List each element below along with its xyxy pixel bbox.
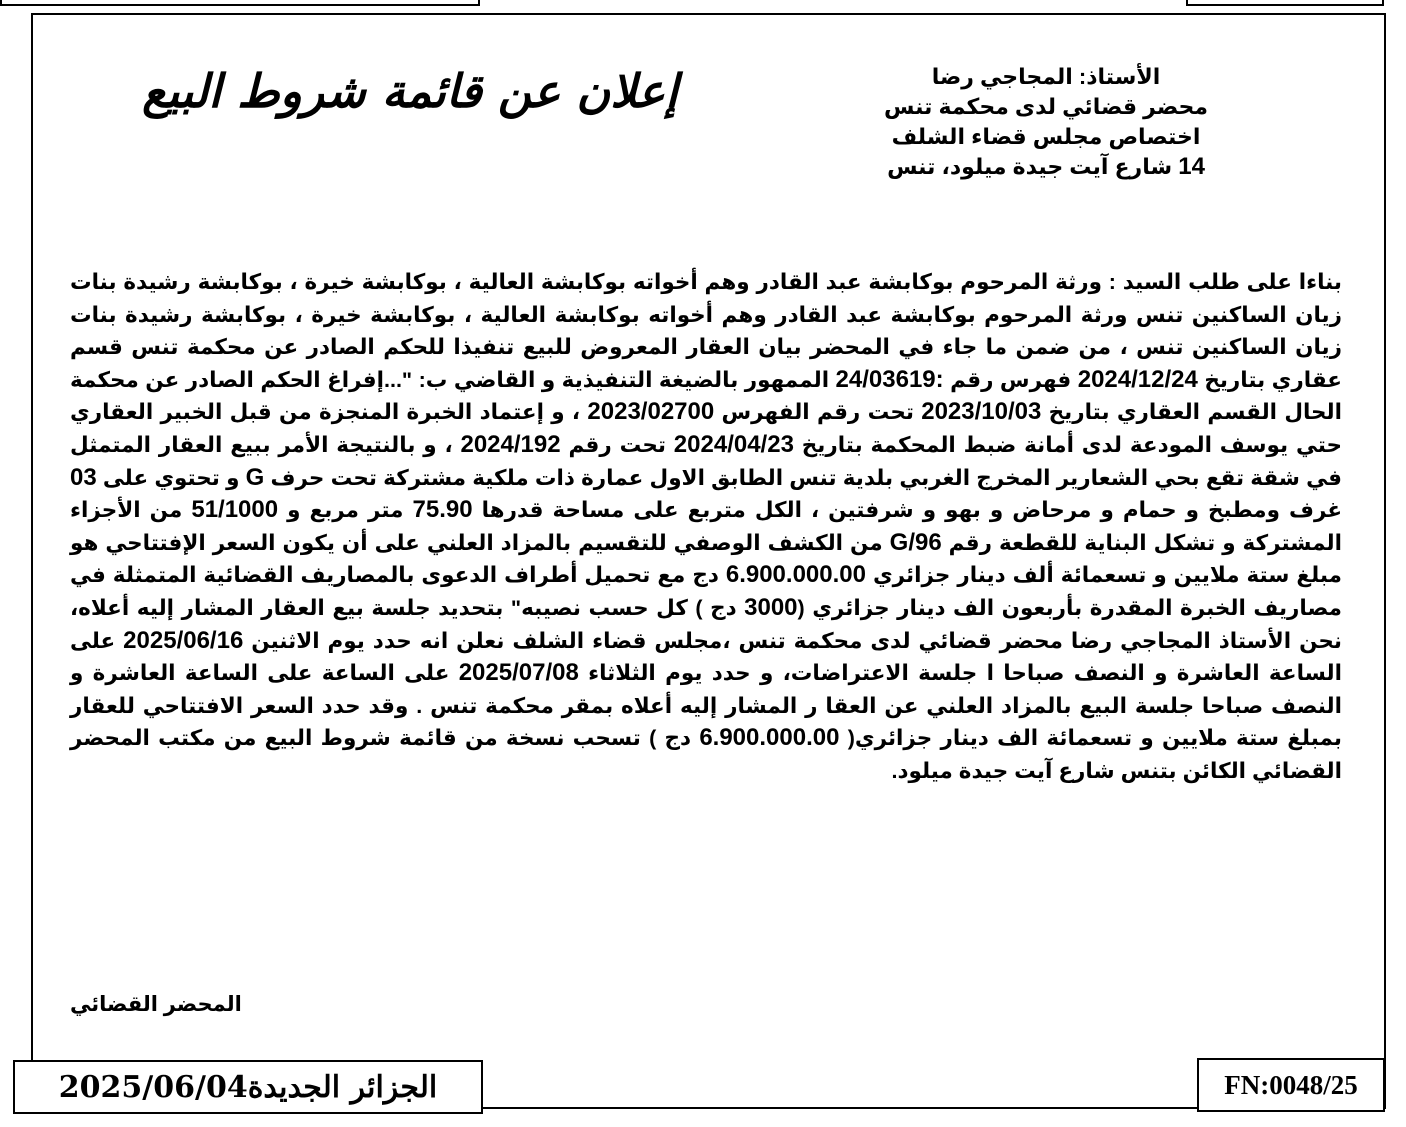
- sale-session-date: 2025/07/08: [458, 659, 579, 687]
- body-text-segment: ، و إعتماد الخبرة المنجزة من قبل الخبير العقاري حتي يوسف المودعة لدى أمانة ضبط المحكمة بتاريخ: [70, 400, 1342, 457]
- publication-box: [13, 1060, 483, 1114]
- signature-line: المحضر القضائي: [70, 993, 242, 1016]
- bailiff-header: [860, 62, 1232, 182]
- body-text-segment: دج ) كل حسب نصيبه" بتحديد جلسة بيع العقار المشار إليه أعلاه، نحن الأستاذ المجاجي رضا محضر قضائي لدى محكمة تنس ،مجلس قضاء الشلف نعلن انه حدد يوم الاثنين: [70, 595, 1342, 653]
- body-text-segment: على الساعة العاشرة و النصف صباحا ا جلسة الاعتراضات، و حدد يوم الثلاثاء: [70, 628, 1343, 686]
- body-text-segment: من الأجزاء المشتركة و تشكل البناية للقطعة رقم: [70, 498, 1342, 555]
- room-count: 03: [70, 463, 97, 491]
- notice-title: إعلان عن قائمة شروط البيع: [142, 64, 678, 118]
- body-text-segment: بناءا على طلب السيد : ورثة المرحوم بوكابشة عبد القادر وهم أخواته بوكابشة العالية ، بوكابشة خيرة ، بوكابشة رشيدة بنات زيان الساكنين تنس ورثة المرحوم بوكابشة عبد القادر وهم أخواته بوكابشة العالية ، بوكابشة خيرة ، بوكابشة رشيدة بنات زيان الساكنين تنس ، من ضمن ما جاء في المحضر بيان العقار المعروض للبيع تنفيذا للحكم الصادر عن محكمة تنس قسم عقاري بتاريخ: [70, 270, 1342, 392]
- publication-date: 2025/06/04: [58, 1069, 248, 1105]
- expertise-number: 2024/192: [460, 430, 561, 458]
- ruling-date: 2023/10/03: [921, 398, 1042, 426]
- top-right-stub: [1186, 0, 1384, 6]
- expertise-date: 2024/04/23: [673, 430, 794, 458]
- body-text-segment: متر مربع و: [278, 498, 413, 523]
- body-text-segment: على الساعة على الساعة العاشرة و النصف صباحا جلسة البيع بالمزاد العلني عن العقا ر المشار إليه أعلاه بمقر محكمة تنس . وقد حدد السعر الافتتاحي للعقار بمبلغ ستة ملايين و تسعمائة الف دينار جزائري(: [70, 661, 1342, 751]
- body-text-segment: الممهور بالضيغة التنفيذية و القاضي ب: "...إفراغ الحكم الصادر عن محكمة الحال القسم العقاري بتاريخ: [70, 367, 1342, 425]
- bailiff-name: الأستاذ: المجاجي رضا: [931, 64, 1161, 89]
- notice-body: [70, 266, 1342, 788]
- body-text-segment: دج ) تسحب نسخة من قائمة شروط البيع من مكتب المحضر القضائي الكائن بتنس شارع آيت جيدة ميلود.: [70, 726, 1342, 783]
- index-number: :24/03619: [835, 365, 944, 393]
- top-left-stub: [0, 0, 480, 6]
- newspaper-name: الجزائر الجديدة: [247, 1069, 438, 1105]
- address-number: 14: [1178, 153, 1205, 180]
- body-text-segment: من الكشف الوصفي للتقسيم بالمزاد العلني على أن يكون السعر الإفتتاحي هو مبلغ ستة ملايين و تسعمائة ألف دينار جزائري: [70, 530, 1342, 588]
- opening-price-repeat: 6.900.000.00: [699, 724, 840, 752]
- body-text-segment: و تحتوي على: [96, 465, 246, 490]
- objection-session-date: 2025/06/16: [123, 626, 244, 654]
- surface-area: 75.90: [412, 496, 473, 524]
- body-text-segment: تحت رقم: [560, 432, 674, 457]
- bailiff-title: محضر قضائي لدى محكمة تنس: [884, 94, 1208, 119]
- address-street: شارع آيت جيدة ميلود، تنس: [887, 154, 1179, 179]
- ruling-index: 2023/02700: [587, 398, 715, 426]
- lot-number: G/96: [889, 528, 942, 556]
- opening-price: 6.900.000.00: [725, 561, 866, 589]
- judgment-date: 2024/12/24: [1077, 365, 1198, 393]
- bailiff-address: [860, 152, 1232, 182]
- building-letter: G: [245, 463, 265, 491]
- body-text-segment: غرف ومطبخ و حمام و مرحاض و بهو و شرفتين ، الكل متربع على مساحة قدرها: [472, 498, 1343, 523]
- bailiff-jurisdiction: اختصاص مجلس قضاء الشلف: [891, 124, 1201, 149]
- reference-number: FN:0048/25: [1224, 1069, 1358, 1100]
- body-text-segment: تحت رقم الفهرس: [714, 400, 922, 425]
- reference-box: [1197, 1058, 1385, 1112]
- expertise-fee: 3000: [744, 593, 798, 621]
- body-text-segment: فهرس رقم: [943, 367, 1078, 392]
- body-text-segment: دج مع تحميل أطراف الدعوى بالمصاريف القضائية المتمثلة في مصاريف الخبرة المقدرة بأربعون الف دينار جزائري (: [70, 563, 1342, 620]
- body-text-segment: ، و بالنتيجة الأمر ببيع العقار المتمثل في شقة تقع بحي الشعارير المخرج الغربي بلدية تنس الطابق الاول عمارة ذات ملكية مشتركة تحت حرف: [70, 432, 1342, 490]
- shared-parts: 51/1000: [191, 496, 279, 524]
